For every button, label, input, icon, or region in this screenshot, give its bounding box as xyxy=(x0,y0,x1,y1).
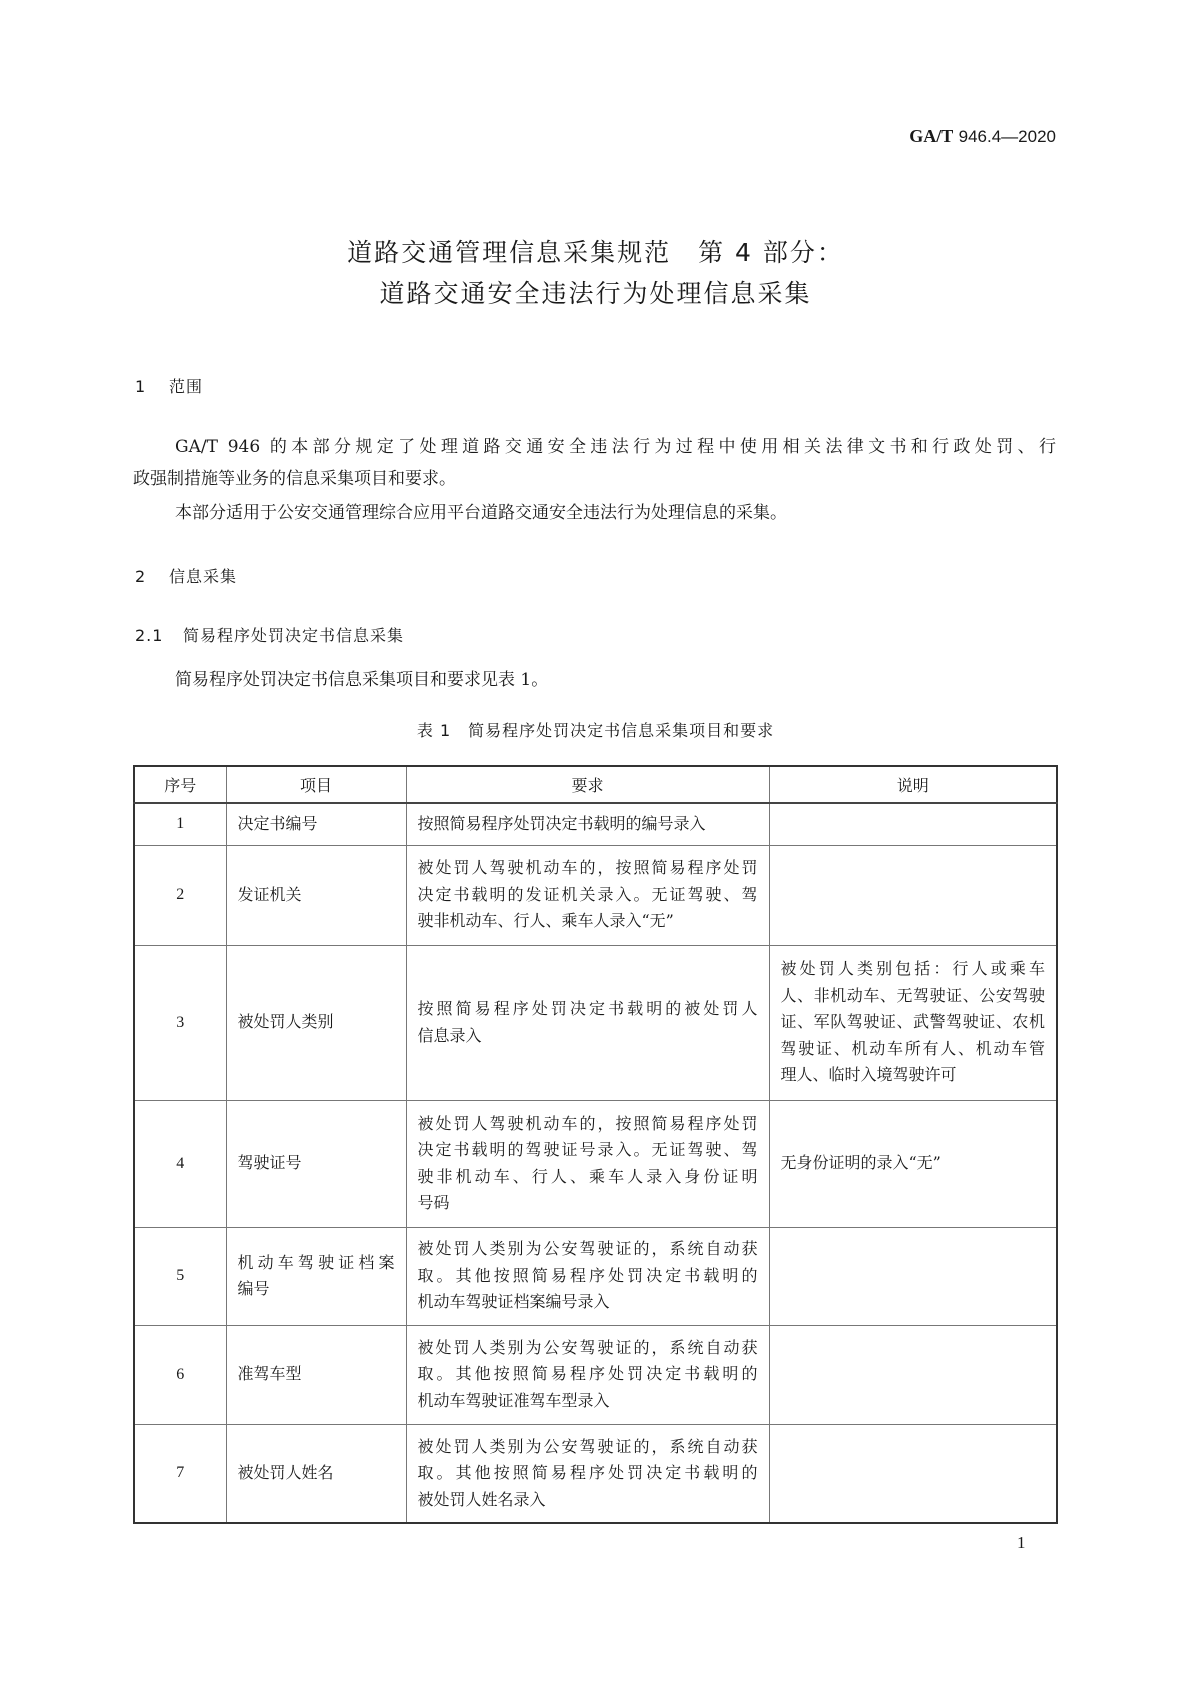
cell-line: 编号 xyxy=(237,1279,270,1298)
cell-line: 被处罚人类别为公安驾驶证的，系统自动获 xyxy=(417,1239,758,1259)
cell-line: 驾驶证号 xyxy=(237,1153,302,1173)
table-row xyxy=(134,845,1057,945)
page-number: 1 xyxy=(1017,1533,1026,1552)
info-collection-table xyxy=(133,765,1058,1524)
cell-line: 取。其他按照简易程序处罚决定书载明的 xyxy=(417,1364,758,1384)
cell-req xyxy=(406,945,769,1100)
cell-item xyxy=(226,1100,406,1227)
cell-line: 理人、临时入境驾驶许可 xyxy=(780,1065,957,1085)
cell-req xyxy=(406,1424,769,1523)
table-row xyxy=(134,1424,1057,1523)
cell-seq: 3 xyxy=(134,945,226,1100)
table-row xyxy=(134,1100,1057,1227)
standard-prefix: GA/T xyxy=(909,126,954,146)
scope-paragraph-1 xyxy=(133,431,1056,495)
cell-note xyxy=(769,945,1057,1100)
cell-req xyxy=(406,845,769,945)
header-seq: 序号 xyxy=(134,766,226,803)
header-item: 项目 xyxy=(226,766,406,803)
cell-seq: 7 xyxy=(134,1424,226,1523)
cell-line: 被处罚人姓名 xyxy=(237,1463,334,1482)
subsection-paragraph: 简易程序处罚决定书信息采集项目和要求见表 1。 xyxy=(175,670,549,690)
cell-line: 号码 xyxy=(417,1193,450,1212)
cell-item xyxy=(226,845,406,945)
standard-number: 946.4—2020 xyxy=(958,127,1056,146)
section-title: 简易程序处罚决定书信息采集 xyxy=(183,626,405,645)
cell-seq: 1 xyxy=(134,803,226,845)
cell-line: 决定书编号 xyxy=(237,814,318,833)
cell-note xyxy=(769,1100,1057,1227)
section-number: 1 xyxy=(135,377,147,396)
paragraph-line: 政强制措施等业务的信息采集项目和要求。 xyxy=(133,469,456,489)
cell-note xyxy=(769,803,1057,845)
cell-item xyxy=(226,945,406,1100)
section-title: 信息采集 xyxy=(169,567,238,586)
cell-seq: 2 xyxy=(134,845,226,945)
section-number: 2 xyxy=(135,567,147,586)
cell-note xyxy=(769,845,1057,945)
header-requirement: 要求 xyxy=(406,766,769,803)
table-row xyxy=(134,1325,1057,1424)
document-title-line1: 道路交通管理信息采集规范 第 4 部分： xyxy=(347,238,844,267)
section-heading-scope xyxy=(135,374,203,397)
cell-note xyxy=(769,1325,1057,1424)
cell-note xyxy=(769,1227,1057,1325)
cell-line: 被处罚人类别 xyxy=(237,1012,334,1032)
header-note: 说明 xyxy=(769,766,1057,803)
cell-line: 发证机关 xyxy=(237,884,302,904)
cell-line: 决定书载明的驾驶证号录入。无证驾驶、驾 xyxy=(417,1140,758,1159)
cell-line: 驾驶证、机动车所有人、机动车管 xyxy=(780,1038,1045,1058)
cell-line: 按照简易程序处罚决定书载明的编号录入 xyxy=(417,814,706,833)
cell-line: 人、非机动车、无驾驶证、公安驾驶 xyxy=(780,985,1045,1005)
cell-seq: 5 xyxy=(134,1227,226,1325)
cell-line: 证、军队驾驶证、武警驾驶证、农机 xyxy=(780,1012,1045,1032)
cell-item xyxy=(226,1325,406,1424)
subsection-heading-2-1 xyxy=(135,623,404,646)
cell-line: 驶非机动车、行人、乘车人录入身份证明 xyxy=(417,1166,758,1186)
cell-line: 被处罚人驾驶机动车的，按照简易程序处罚 xyxy=(417,858,758,878)
standard-code xyxy=(909,126,1056,147)
cell-item xyxy=(226,1227,406,1325)
cell-line: 被处罚人姓名录入 xyxy=(417,1489,546,1509)
paragraph-line: GA/T 946 的本部分规定了处理道路交通安全违法行为过程中使用相关法律文书和行政处罚、行 xyxy=(175,437,1056,457)
cell-line: 机动车驾驶证准驾车型录入 xyxy=(417,1390,610,1410)
cell-seq: 6 xyxy=(134,1325,226,1424)
cell-line: 信息录入 xyxy=(417,1025,482,1045)
cell-line: 被处罚人类别为公安驾驶证的，系统自动获 xyxy=(417,1436,758,1456)
cell-line: 决定书载明的发证机关录入。无证驾驶、驾 xyxy=(417,884,758,904)
cell-line: 被处罚人驾驶机动车的，按照简易程序处罚 xyxy=(417,1113,758,1133)
cell-note xyxy=(769,1424,1057,1523)
cell-line: 被处罚人类别为公安驾驶证的，系统自动获 xyxy=(417,1337,758,1357)
cell-req xyxy=(406,1325,769,1424)
table-caption: 表 1 简易程序处罚决定书信息采集项目和要求 xyxy=(416,721,775,740)
cell-line: 被处罚人类别包括：行人或乘车 xyxy=(780,959,1045,979)
table-row xyxy=(134,803,1057,845)
section-title: 范围 xyxy=(169,377,204,396)
cell-req xyxy=(406,1100,769,1227)
section-heading-info-collection xyxy=(135,564,237,587)
table-row xyxy=(134,945,1057,1100)
table-header-row xyxy=(134,766,1057,803)
cell-req xyxy=(406,803,769,845)
cell-line: 按照简易程序处罚决定书载明的被处罚人 xyxy=(417,999,758,1018)
cell-req xyxy=(406,1227,769,1325)
cell-seq: 4 xyxy=(134,1100,226,1227)
cell-line: 机动车驾驶证档案 xyxy=(237,1252,395,1272)
cell-line: 准驾车型 xyxy=(237,1364,302,1384)
cell-line: 无身份证明的录入“无” xyxy=(780,1153,941,1173)
cell-line: 取。其他按照简易程序处罚决定书载明的 xyxy=(417,1463,758,1482)
cell-item xyxy=(226,803,406,845)
document-title-line2: 道路交通安全违法行为处理信息采集 xyxy=(379,279,812,308)
section-number: 2.1 xyxy=(135,626,164,645)
cell-line: 驶非机动车、行人、乘车人录入“无” xyxy=(417,911,674,931)
cell-item xyxy=(226,1424,406,1523)
table-row xyxy=(134,1227,1057,1325)
cell-line: 机动车驾驶证档案编号录入 xyxy=(417,1292,610,1312)
cell-line: 取。其他按照简易程序处罚决定书载明的 xyxy=(417,1265,758,1285)
scope-paragraph-2: 本部分适用于公安交通管理综合应用平台道路交通安全违法行为处理信息的采集。 xyxy=(175,503,787,523)
